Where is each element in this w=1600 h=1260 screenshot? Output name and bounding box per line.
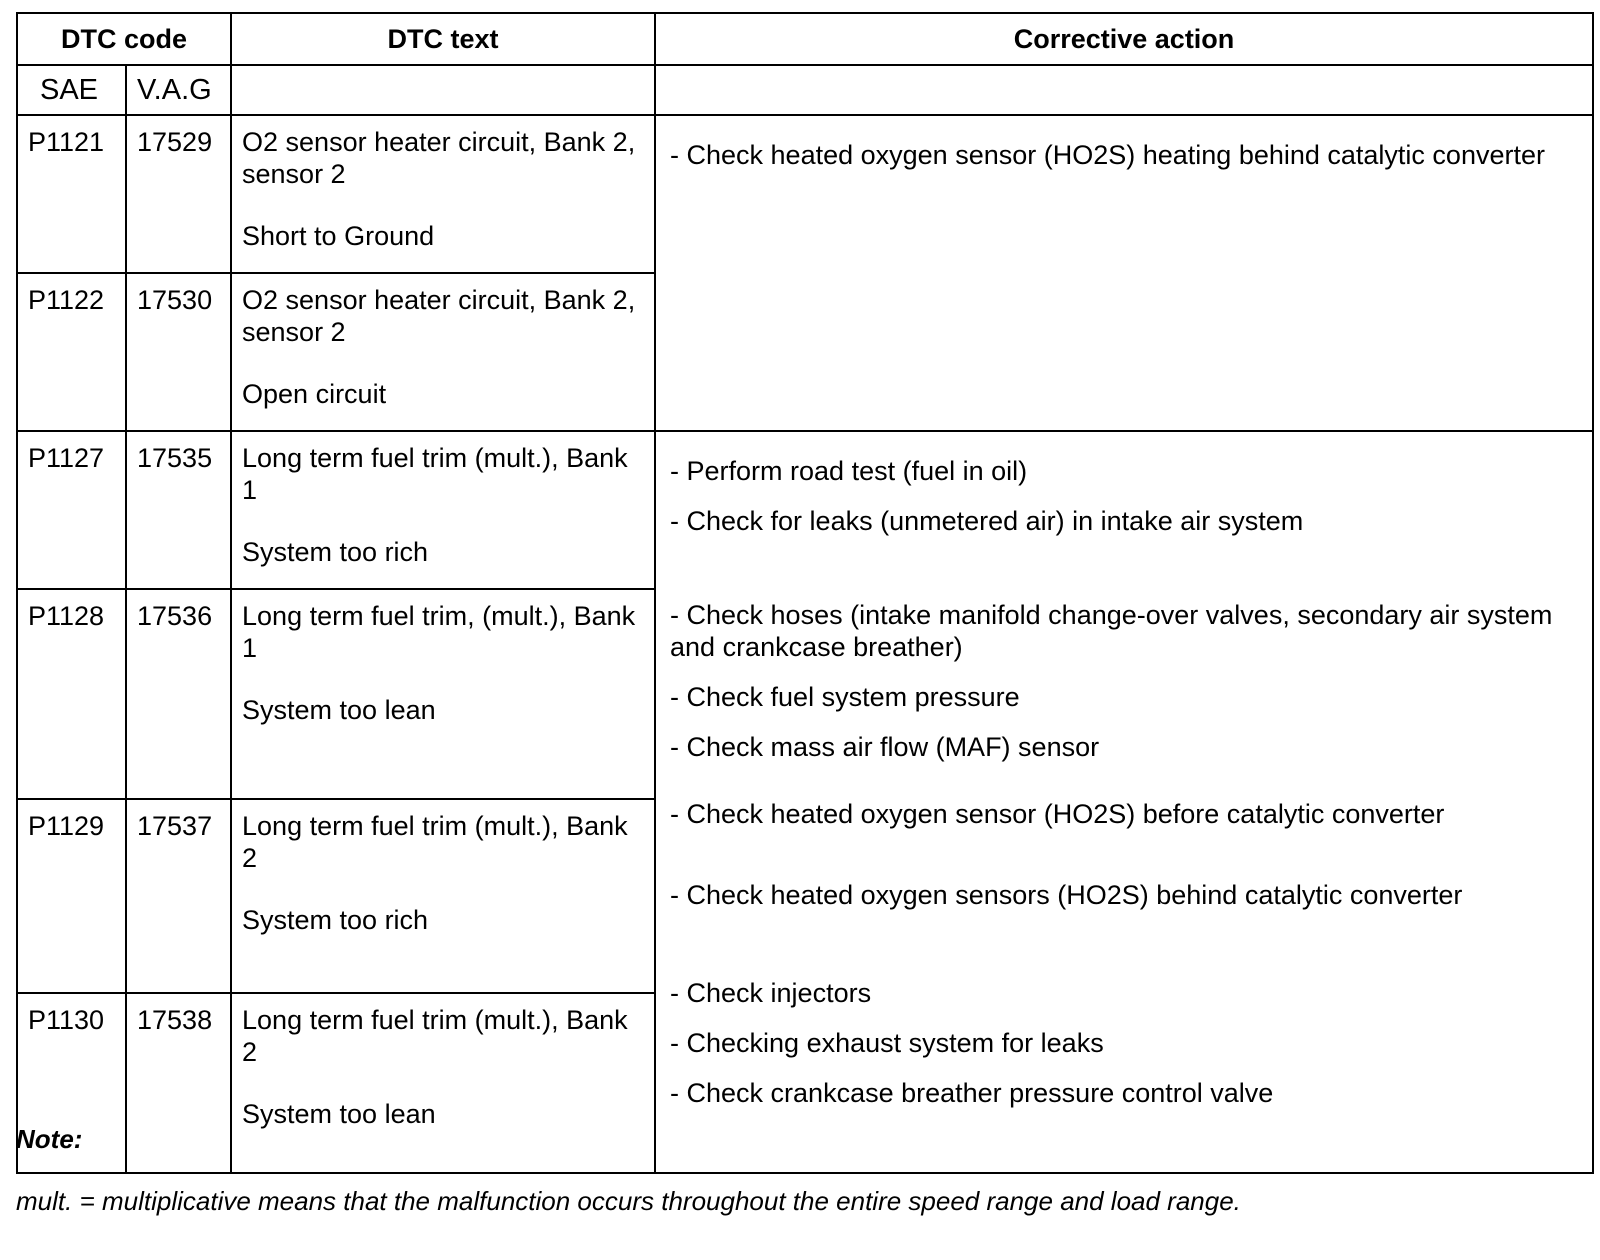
dtc-text-cell: [231, 589, 655, 799]
vag-code: 17530: [126, 273, 231, 431]
sae-code: P1127: [17, 431, 126, 589]
vag-code: 17538: [126, 993, 231, 1173]
corrective-action-cell: [655, 115, 1593, 431]
dtc-condition: Open circuit: [242, 379, 387, 409]
sae-code: P1121: [17, 115, 126, 273]
dtc-text: Long term fuel trim (mult.), Bank 2: [242, 1005, 628, 1067]
dtc-condition: System too rich: [242, 905, 429, 935]
note-text: mult. = multiplicative means that the malfunction occurs throughout the entire speed range and load range.: [16, 1186, 1241, 1216]
sae-code: P1128: [17, 589, 126, 799]
dtc-text-cell: [231, 431, 655, 589]
dtc-table: [16, 12, 1594, 1174]
action-item: - Perform road test (fuel in oil): [670, 456, 1028, 486]
document: [16, 12, 1592, 1174]
vag-code: 17537: [126, 799, 231, 993]
vag-code: 17529: [126, 115, 231, 273]
dtc-text-cell: [231, 799, 655, 993]
subheader-row: [17, 65, 1593, 115]
vag-code: 17536: [126, 589, 231, 799]
header-corrective-action: Corrective action: [655, 13, 1593, 65]
action-item: - Check heated oxygen sensor (HO2S) heating behind catalytic converter: [670, 140, 1545, 170]
dtc-condition: System too rich: [242, 537, 429, 567]
action-item: - Check hoses (intake manifold change-over valves, secondary air system and crankcase breather): [670, 600, 1553, 662]
action-item: - Check for leaks (unmetered air) in intake air system: [670, 506, 1304, 536]
header-dtc-text: DTC text: [231, 13, 655, 65]
dtc-text: O2 sensor heater circuit, Bank 2, sensor 2: [242, 127, 636, 189]
table-row: [17, 431, 1593, 589]
dtc-text: Long term fuel trim (mult.), Bank 2: [242, 811, 628, 873]
action-item: - Check crankcase breather pressure control valve: [670, 1078, 1274, 1108]
subheader-empty: [231, 65, 655, 115]
action-item: - Check injectors: [670, 978, 872, 1008]
dtc-text-cell: [231, 273, 655, 431]
dtc-text-cell: [231, 993, 655, 1173]
subheader-empty: [655, 65, 1593, 115]
dtc-text: Long term fuel trim, (mult.), Bank 1: [242, 601, 636, 663]
action-item: - Check heated oxygen sensor (HO2S) before catalytic converter: [670, 799, 1445, 829]
dtc-condition: System too lean: [242, 1099, 436, 1129]
action-item: - Check fuel system pressure: [670, 682, 1020, 712]
action-item: - Check heated oxygen sensors (HO2S) behind catalytic converter: [670, 880, 1463, 910]
header-row: [17, 13, 1593, 65]
action-item: - Check mass air flow (MAF) sensor: [670, 732, 1100, 762]
subheader-sae: SAE: [17, 65, 126, 115]
corrective-action-cell: [655, 431, 1593, 1173]
dtc-text: Long term fuel trim (mult.), Bank 1: [242, 443, 628, 505]
action-item: - Checking exhaust system for leaks: [670, 1028, 1104, 1058]
dtc-condition: System too lean: [242, 695, 436, 725]
dtc-text: O2 sensor heater circuit, Bank 2, sensor 2: [242, 285, 636, 347]
dtc-condition: Short to Ground: [242, 221, 435, 251]
vag-code: 17535: [126, 431, 231, 589]
dtc-text-cell: [231, 115, 655, 273]
sae-code: P1122: [17, 273, 126, 431]
subheader-vag: V.A.G: [126, 65, 231, 115]
table-row: [17, 115, 1593, 273]
sae-code: P1129: [17, 799, 126, 993]
note-label: Note:: [16, 1124, 83, 1154]
header-dtc-code: DTC code: [17, 13, 231, 65]
sae-code: P1130: [17, 993, 126, 1173]
